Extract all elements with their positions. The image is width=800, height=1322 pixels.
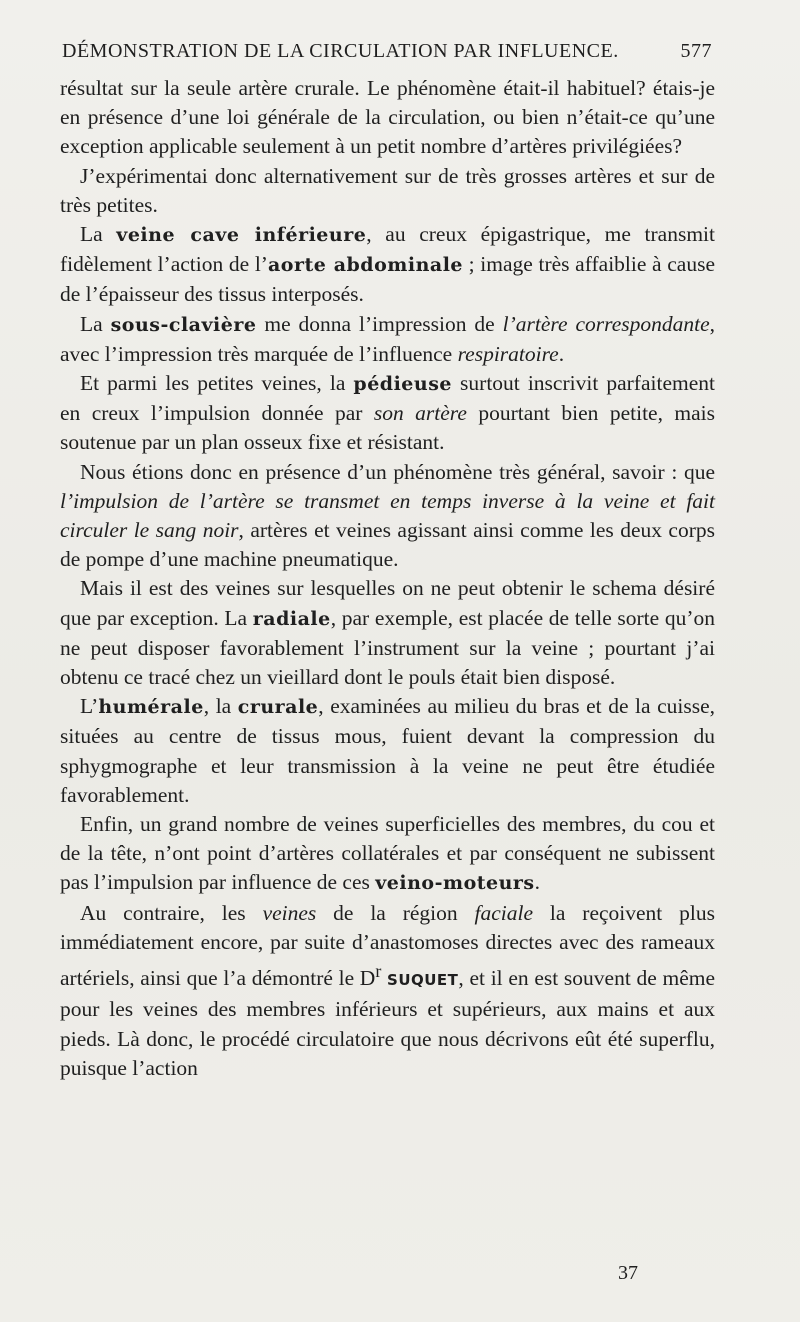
paragraph-10 — [60, 899, 715, 1083]
italic-son-artere: son artère — [373, 401, 467, 426]
text-run: , avec l’impression très marquée de l’influence — [60, 311, 715, 366]
text-run: L’ — [80, 694, 99, 719]
term-pedieuse: pédieuse — [353, 373, 452, 396]
paragraph-3 — [60, 220, 715, 310]
text-run: la reçoivent plus immédiatement encore, par suite d’anastomoses directes avec des rameaux artériels, ainsi que l’a démontré le D — [60, 900, 715, 991]
paragraph-1 — [60, 74, 715, 162]
paragraph-5 — [60, 369, 715, 458]
text-run: La — [80, 222, 117, 247]
italic-veines: veines — [262, 900, 317, 925]
running-header — [62, 40, 712, 63]
text-run: Enfin, un grand nombre de veines superficielles des membres, du cou et de la tête, n’ont point d’artères collatérales et par conséquent ne subissent pas l’impulsion par influence de ces — [60, 812, 715, 895]
term-sous-claviere: sous-clavière — [110, 313, 257, 336]
text-run: ; image très affaiblie à cause de l’épaisseur des tissus interposés. — [60, 252, 715, 307]
text-run: , artères et veines agissant ainsi comme les deux corps de pompe d’une machine pneumatique. — [60, 518, 715, 572]
term-veino-moteurs: veino-moteurs — [375, 872, 535, 895]
text-run: . — [558, 341, 565, 366]
text-run: me donna l’impression de — [256, 311, 503, 336]
text-run: , examinées au milieu du bras et de la cuisse, situées au centre de tissus mous, fuient devant la compression du sphygmographe et leur transmission à la veine ne peut être étudiée favorablement. — [60, 694, 715, 807]
text-run: , et il en est souvent de même pour les veines des membres inférieurs et supérieurs, aux mains et aux pieds. Là donc, le procédé circulatoire que nous décrivons eût été superflu, puisque l’action — [60, 966, 716, 1080]
page-body — [60, 74, 715, 1083]
superscript-r: r — [375, 961, 382, 982]
paragraph-1-text: résultat sur la seule artère crurale. Le phénomène était-il habituel? étais-je en présence d’une loi générale de la circulation, ou bien n’était-ce qu’une exception applicable seulement à un petit nombre d’artères privilégiées? — [60, 76, 715, 159]
text-run: , la — [203, 694, 238, 719]
text-run: . — [534, 870, 541, 895]
text-run: Nous étions donc en présence d’un phénomène très général, savoir : que — [80, 459, 715, 484]
paragraph-6 — [60, 458, 715, 575]
italic-respiratoire: respiratoire — [457, 341, 559, 366]
paragraph-4 — [60, 310, 715, 369]
paragraph-8 — [60, 692, 715, 810]
signature-mark: 37 — [618, 1262, 638, 1284]
term-crurale: crurale — [237, 696, 319, 719]
term-veine-cave-inferieure: veine cave inférieure — [116, 224, 367, 247]
page-number: 577 — [680, 40, 712, 62]
text-run: Et parmi les petites veines, la — [80, 371, 354, 396]
italic-faciale: faciale — [474, 900, 534, 925]
text-run: pourtant bien petite, mais soutenue par un plan osseux fixe et résistant. — [60, 401, 715, 455]
italic-artere-correspondante: l’artère correspondante — [502, 311, 710, 336]
text-run: La — [80, 311, 111, 336]
paragraph-9 — [60, 810, 715, 899]
text-run: Mais il est des veines sur lesquelles on ne peut obtenir le schema désiré que par exception. La — [60, 576, 715, 630]
text-run: surtout inscrivit parfaitement en creux l’impulsion donnée par — [60, 371, 715, 426]
paragraph-7 — [60, 574, 715, 692]
paragraph-2 — [60, 162, 715, 220]
term-radiale: radiale — [252, 607, 331, 630]
running-title: DÉMONSTRATION DE LA CIRCULATION PAR INFLUENCE. — [62, 40, 619, 62]
term-humerale: humérale — [98, 696, 204, 719]
text-run: Au contraire, les — [80, 900, 263, 925]
italic-principle: l’impulsion de l’artère se transmet en temps inverse à la veine et fait circuler le sang noir — [60, 488, 715, 543]
text-run: , au creux épigastrique, me transmit fidèlement l’action de l’ — [60, 222, 715, 277]
term-aorte-abdominale: aorte abdominale — [267, 254, 464, 277]
author-suquet: SUQUET — [387, 971, 459, 990]
text-run: de la région — [316, 900, 475, 925]
paragraph-2-text: J’expérimentai donc alternativement sur de très grosses artères et sur de très petites. — [60, 163, 715, 217]
text-run: , par exemple, est placée de telle sorte qu’on ne peut disposer favorablement l’instrument sur la veine ; pourtant j’ai obtenu ce tracé chez un vieillard dont le pouls était bien disposé. — [60, 605, 715, 690]
